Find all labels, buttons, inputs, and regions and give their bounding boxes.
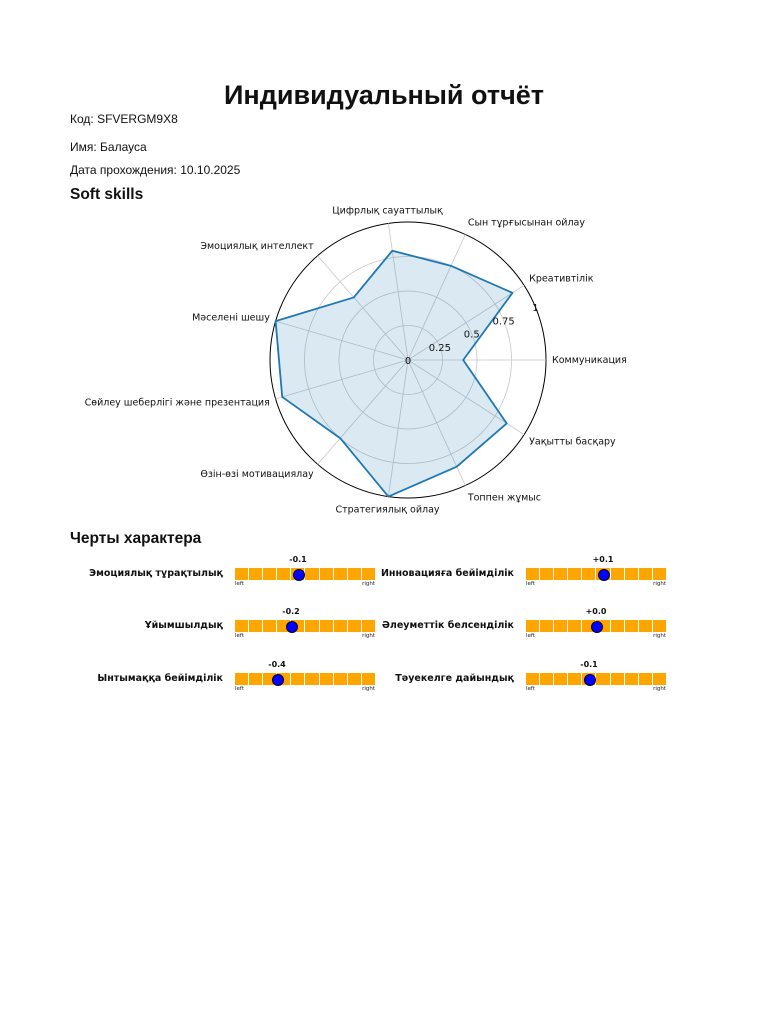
- trait-scale-cell: [554, 620, 568, 632]
- soft-skills-heading: Soft skills: [70, 186, 144, 203]
- trait-scale-cell: [249, 620, 263, 632]
- trait-scale-cell: [263, 620, 277, 632]
- trait-label: Эмоциялық тұрақтылық: [89, 568, 223, 579]
- radar-category-label: Эмоциялық интеллект: [200, 240, 314, 252]
- trait-left-label: left: [235, 633, 244, 639]
- trait-scale-cell: [305, 620, 319, 632]
- trait-scale-cell: [540, 673, 554, 685]
- trait-left-label: left: [235, 686, 244, 692]
- trait-marker: [591, 621, 603, 633]
- radar-category-label: Цифрлық сауаттылық: [332, 205, 443, 217]
- trait-scale-cell: [526, 620, 540, 632]
- trait-scale-cells: [526, 568, 666, 580]
- trait-right-label: right: [653, 633, 666, 639]
- radar-tick-label: 0: [404, 356, 412, 367]
- radar-category-label: Стратегиялық ойлау: [335, 504, 440, 516]
- radar-area: [276, 251, 513, 497]
- radar-tick-label: 0.25: [428, 342, 452, 354]
- trait-scale-cell: [235, 673, 249, 685]
- trait-left-label: left: [526, 581, 535, 587]
- trait-scale-cell: [235, 620, 249, 632]
- completion-date: Дата прохождения: 10.10.2025: [70, 163, 241, 177]
- trait-value: -0.1: [289, 555, 307, 564]
- trait-scale-cell: [611, 568, 625, 580]
- radar-category-label: Топпен жұмыс: [467, 492, 542, 504]
- radar-category-label: Сын тұрғысынан ойлау: [467, 217, 585, 229]
- trait-marker: [272, 674, 284, 686]
- trait-right-label: right: [653, 686, 666, 692]
- trait-scale-cell: [526, 673, 540, 685]
- radar-category-label: Коммуникация: [552, 355, 627, 366]
- trait-scale-cell: [568, 620, 582, 632]
- trait-scale-cell: [568, 568, 582, 580]
- trait-scale-cell: [540, 568, 554, 580]
- trait-label: Ынтымаққа бейімділік: [97, 673, 223, 684]
- trait-value: -0.4: [268, 660, 286, 669]
- report-code: Код: SFVERGM9X8: [70, 112, 178, 126]
- trait-scale-cell: [611, 673, 625, 685]
- trait-label: Тәуекелге дайындық: [395, 673, 514, 684]
- report-title: Индивидуальный отчёт: [224, 80, 544, 110]
- trait-scale-cell: [526, 568, 540, 580]
- trait-scale-cell: [625, 673, 639, 685]
- trait-scale-cell: [653, 568, 666, 580]
- trait-marker: [293, 569, 305, 581]
- trait-value: +0.0: [585, 607, 607, 616]
- trait-scale-cell: [582, 568, 596, 580]
- trait-left-label: left: [235, 581, 244, 587]
- trait-scale-cell: [277, 568, 291, 580]
- trait-scale-cell: [625, 620, 639, 632]
- trait-scale-cell: [249, 673, 263, 685]
- trait-marker: [286, 621, 298, 633]
- trait-right-label: right: [653, 581, 666, 587]
- trait-scale-cell: [653, 620, 666, 632]
- participant-name: Имя: Балауса: [70, 140, 147, 154]
- trait-scale-cell: [305, 673, 319, 685]
- trait-scale-cell: [611, 620, 625, 632]
- trait-right-label: right: [362, 581, 375, 587]
- trait-label: Ұйымшылдық: [144, 620, 223, 631]
- trait-label: Әлеуметтік белсенділік: [381, 620, 514, 631]
- trait-scale-cell: [235, 568, 249, 580]
- radar-tick-label: 1: [532, 303, 539, 315]
- trait-scale-cell: [249, 568, 263, 580]
- trait-marker: [584, 674, 596, 686]
- trait-scale-cell: [320, 568, 334, 580]
- radar-category-label: Өзін-өзі мотивациялау: [200, 469, 314, 481]
- trait-value: -0.2: [282, 607, 300, 616]
- soft-skills-radar-chart: [0, 200, 768, 520]
- trait-scale-cell: [596, 673, 610, 685]
- radar-tick-label: 0.5: [463, 329, 480, 341]
- trait-scale: [526, 660, 666, 692]
- trait-scale-cell: [540, 620, 554, 632]
- trait-value: -0.1: [580, 660, 598, 669]
- trait-value: +0.1: [592, 555, 614, 564]
- radar-tick-label: 0.75: [492, 316, 515, 328]
- trait-scale-cell: [639, 620, 653, 632]
- trait-scale-cell: [639, 673, 653, 685]
- trait-scale-cell: [568, 673, 582, 685]
- trait-scale-cell: [554, 673, 568, 685]
- trait-right-label: right: [362, 633, 375, 639]
- trait-marker: [598, 569, 610, 581]
- trait-scale-cell: [320, 673, 334, 685]
- trait-scale-cell: [291, 673, 305, 685]
- trait-scale-cell: [305, 568, 319, 580]
- trait-scale-cells: [526, 673, 666, 685]
- trait-scale: [526, 555, 666, 587]
- trait-right-label: right: [362, 686, 375, 692]
- trait-scale-cell: [320, 620, 334, 632]
- trait-scale-cell: [625, 568, 639, 580]
- trait-scale: [526, 607, 666, 639]
- radar-category-label: Мәселені шешу: [192, 312, 270, 324]
- trait-scale-cell: [263, 568, 277, 580]
- radar-category-label: Сөйлеу шеберлігі және презентация: [84, 397, 270, 409]
- radar-category-label: Креативтілік: [529, 273, 594, 285]
- trait-scale-cell: [639, 568, 653, 580]
- radar-category-label: Уақытты басқару: [529, 436, 616, 448]
- trait-left-label: left: [526, 633, 535, 639]
- trait-scale-cell: [554, 568, 568, 580]
- traits-heading: Черты характера: [70, 530, 202, 547]
- trait-scale-cell: [653, 673, 666, 685]
- trait-left-label: left: [526, 686, 535, 692]
- trait-label: Инновацияға бейімділік: [380, 568, 514, 579]
